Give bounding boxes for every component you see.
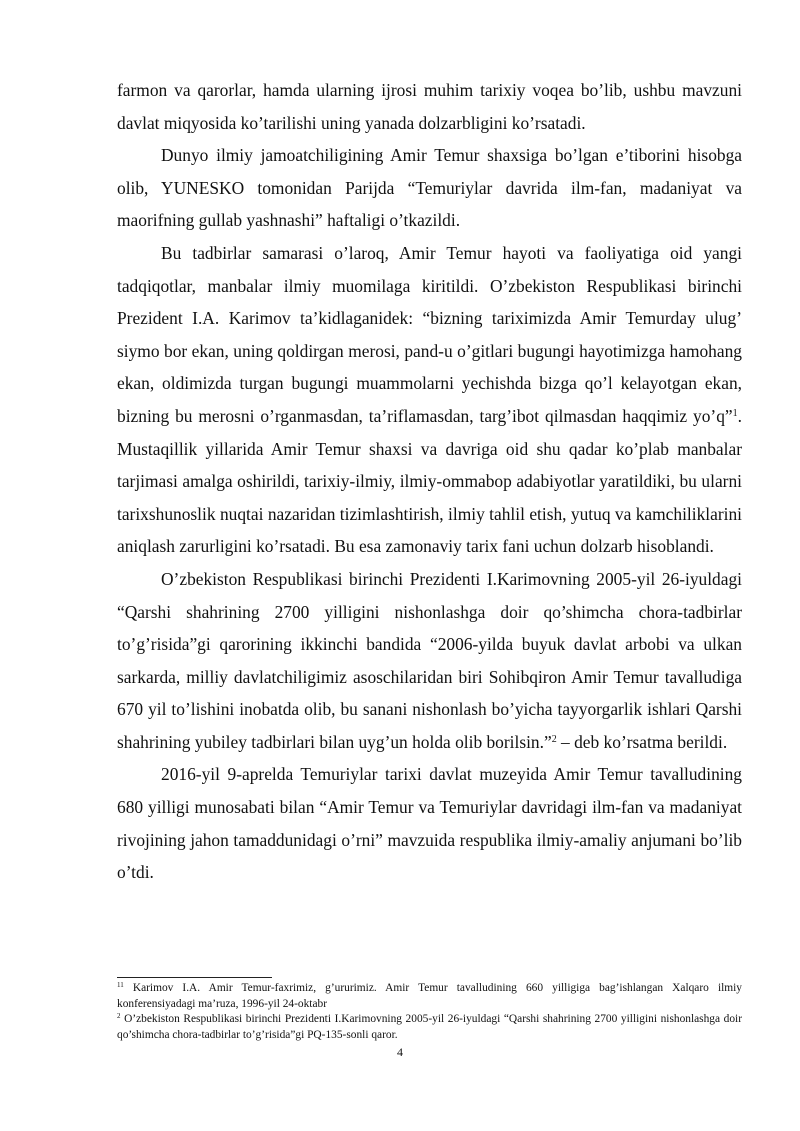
paragraph-2-text: Dunyo ilmiy jamoatchiligining Amir Temur shaxsiga bo’lgan e’tiborini hisobga olib, YUNESKO tomonidan Parijda “Temuriylar davrida ilm-fan, madaniyat va maorifning gullab yashnashi” haftaligi o’tkazildi. (117, 145, 742, 231)
paragraph-1 (117, 74, 742, 139)
body-text (117, 74, 742, 889)
paragraph-1-text: farmon va qarorlar, hamda ularning ijrosi muhim tarixiy voqea bo’lib, ushbu mavzuni davlat miqyosida ko’tarilishi uning yanada dolzarbligini ko’rsatadi. (117, 80, 742, 133)
paragraph-3-text-a: Bu tadbirlar samarasi o’laroq, Amir Temur hayoti va faoliyatiga oid yangi tadqiqotlar, manbalar ilmiy muomilaga kiritildi. O’zbekiston Respublikasi birinchi Prezident I.A. Karimov ta’kidlaganidek: “bizning tariximizda Amir Temurday ulug’ siymo bor ekan, uning qoldirgan merosi, pand-u o’gitlari bugungi hayotimizga hamohang ekan, oldimizda turgan bugungi muammolarni yechishda bizga qo’l kelayotgan ekan, bizning bu merosni o’rganmasdan, ta’riflamasdan, targ’ibot qilmasdan haqqimiz yo’q” (117, 242, 742, 426)
page-number: 4 (397, 1045, 403, 1059)
footnotes (117, 981, 742, 1043)
footnote-2 (117, 1012, 742, 1043)
paragraph-5 (117, 758, 742, 888)
paragraph-4-text-a: O’zbekiston Respublikasi birinchi Prezidenti I.Karimovning 2005-yil 26-iyuldagi “Qarshi shahrining 2700 yilligini nishonlashga doir qo’shimcha chora-tadbirlar to’g’risida”gi qarorining ikkinchi bandida “2006-yilda buyuk davlat arbobi va ulkan sarkarda, milliy davlatchiligimiz asoschilaridan biri Sohibqiron Amir Temur tavalludiga 670 yil to’lishini inobatda olib, bu sanani nishonlash bo’yicha tayyorgarlik ishlari Qarshi shahrining yubiley tadbirlari bilan uyg’un holda olib borilsin.” (117, 568, 742, 752)
footnote-ref-1[interactable]: 1 (732, 407, 738, 419)
paragraph-5-text: 2016-yil 9-aprelda Temuriylar tarixi davlat muzeyida Amir Temur tavalludining 680 yilligi munosabati bilan “Amir Temur va Temuriylar davridagi ilm-fan va madaniyat rivojining jahon tamaddunidagi o’rni” mavzuida respublika ilmiy-amaliy anjumani bo’lib o’tdi. (117, 764, 742, 883)
footnote-separator (117, 977, 272, 978)
paragraph-3-text-b: . Mustaqillik yillarida Amir Temur shaxsi va davriga oid shu qadar ko’plab manbalar tarjimasi amalga oshirildi, tarixiy-ilmiy, ilmiy-ommabop adabiyotlar yaratildiki, bu ularni tarixshunoslik nuqtai nazaridan tizimlashtirish, ilmiy tahlil etish, yutuq va kamchiliklarini aniqlash zarurligini ko’rsatadi. Bu esa zamonaviy tarix fani uchun dolzarb hisoblandi. (117, 405, 742, 557)
footnote-1-marker: 11 (117, 981, 124, 989)
footnote-1-text: Karimov I.A. Amir Temur-faxrimiz, g’ururimiz. Amir Temur tavalludining 660 yilligiga bag’ishlangan Xalqaro ilmiy konferensiyadagi ma’ruza, 1996-yil 24-oktabr (117, 982, 742, 1010)
paragraph-4 (117, 563, 742, 759)
footnote-1 (117, 981, 742, 1012)
footnote-2-text: O’zbekiston Respublikasi birinchi Prezidenti I.Karimovning 2005-yil 26-iyuldagi “Qarshi shahrining 2700 yilligini nishonlashga doir qo’shimcha chora-tadbirlar to’g’risida”gi PQ-135-sonli qaror. (117, 1013, 742, 1041)
paragraph-3 (117, 237, 742, 563)
paragraph-2 (117, 139, 742, 237)
footnote-ref-2[interactable]: 2 (551, 733, 557, 745)
footnote-2-marker: 2 (117, 1012, 121, 1021)
paragraph-4-text-b: – deb ko’rsatma berildi. (556, 731, 728, 752)
